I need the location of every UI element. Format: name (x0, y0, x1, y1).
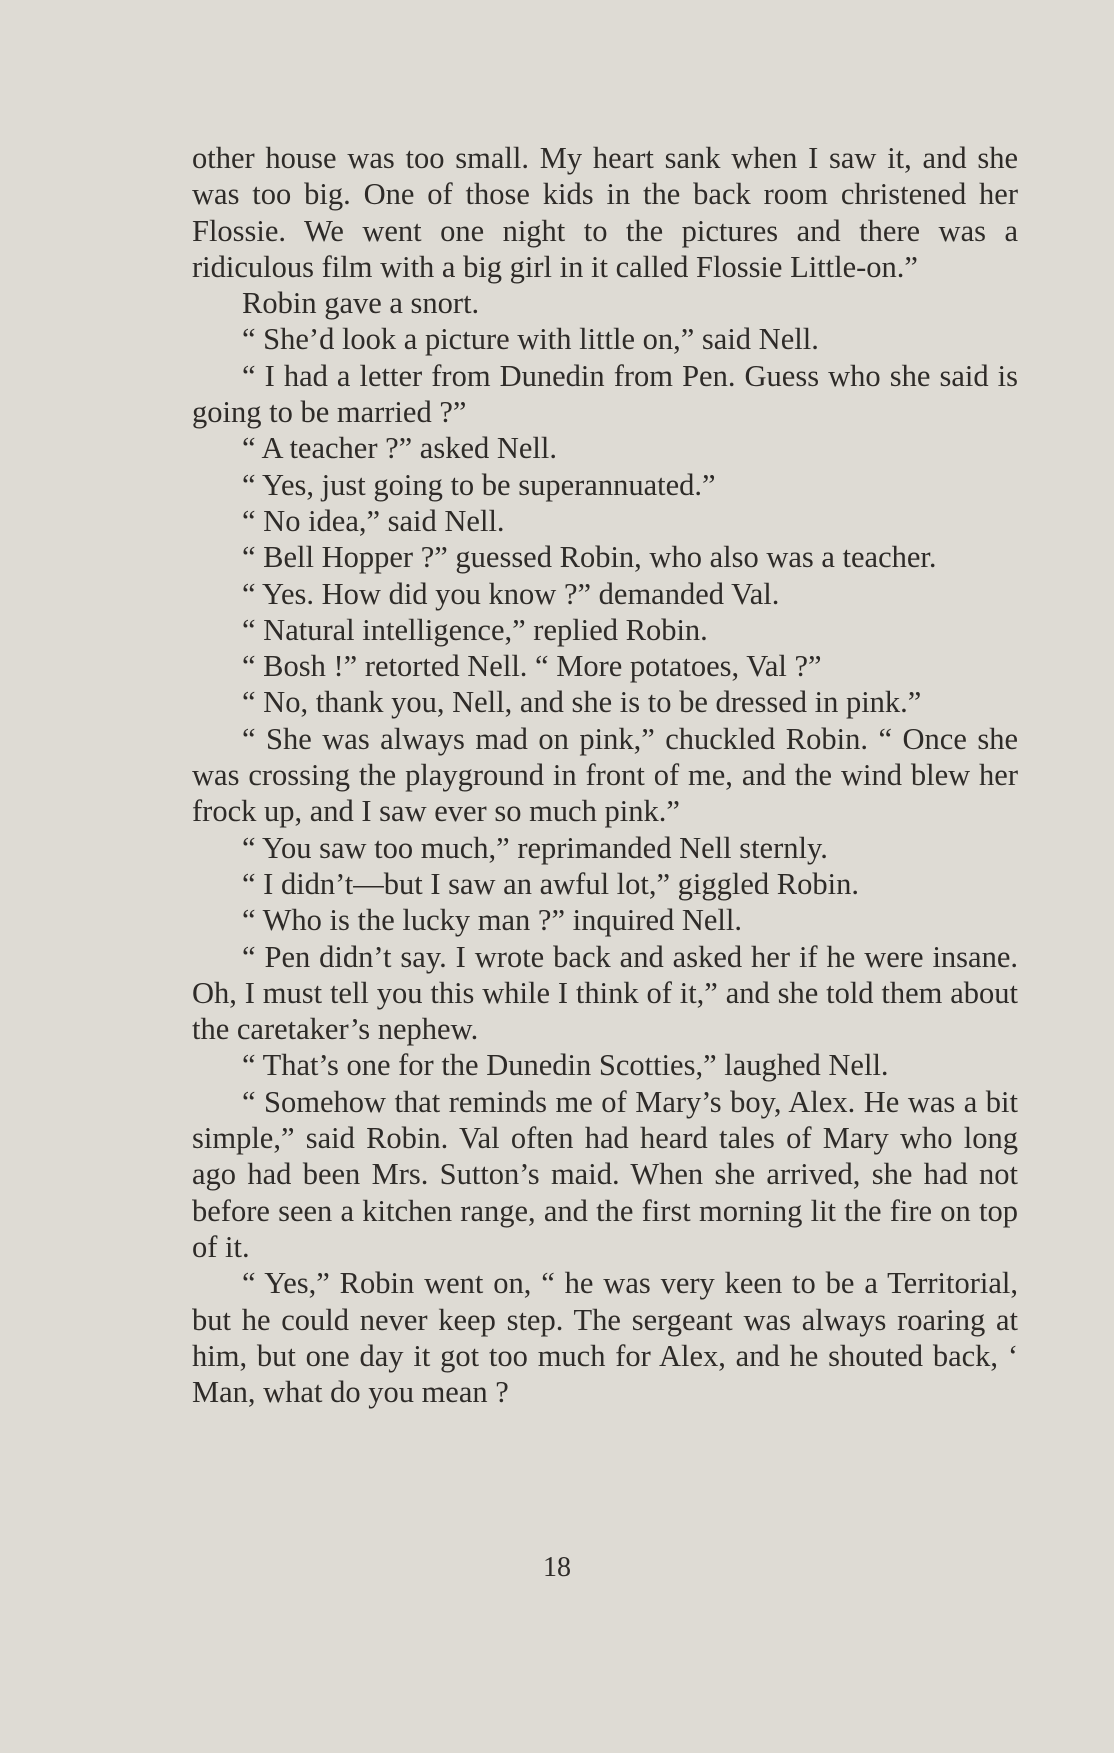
paragraph: “ Natural intelligence,” replied Robin. (242, 612, 708, 647)
paragraph: “ That’s one for the Dunedin Scotties,” laughed Nell. (242, 1048, 889, 1083)
paragraph: “ No, thank you, Nell, and she is to be dressed in pink.” (242, 685, 922, 720)
paragraph: “ Yes,” Robin went on, “ he was very keen to be a Territorial, but he could never keep step. The sergeant was always roaring at him, but one day it got too much for Alex, and he shouted back, ‘ Man, what do you mean ? (192, 1266, 1018, 1410)
body-text (192, 140, 1018, 1410)
paragraph: “ You saw too much,” reprimanded Nell sternly. (242, 830, 828, 865)
paragraph: “ Bell Hopper ?” guessed Robin, who also was a teacher. (242, 540, 937, 575)
paragraph: “ I didn’t—but I saw an awful lot,” giggled Robin. (242, 866, 859, 901)
paragraph: other house was too small. My heart sank when I saw it, and she was too big. One of those kids in the back room christened her Flossie. We went one night to the pictures and there was a ridiculous film with a big girl in it called Flossie Little-on.” (192, 141, 1018, 284)
paragraph: “ Pen didn’t say. I wrote back and asked her if he were insane. Oh, I must tell you this while I think of it,” and she told them about the caretaker’s nephew. (192, 939, 1018, 1047)
paragraph: “ She’d look a picture with little on,” said Nell. (242, 322, 819, 357)
paragraph: “ She was always mad on pink,” chuckled Robin. “ Once she was crossing the playground in front of me, and the wind blew her frock up, and I saw ever so much pink.” (192, 721, 1018, 829)
paragraph: “ Who is the lucky man ?” inquired Nell. (242, 903, 743, 938)
paragraph: “ No idea,” said Nell. (242, 503, 505, 538)
paragraph: “ A teacher ?” asked Nell. (242, 431, 558, 466)
paragraph: “ I had a letter from Dunedin from Pen. Guess who she said is going to be married ?” (192, 358, 1018, 430)
paragraph: Robin gave a snort. (242, 286, 480, 321)
page-number: 18 (543, 1552, 571, 1583)
paragraph: “ Bosh !” retorted Nell. “ More potatoes, Val ?” (242, 649, 822, 684)
paragraph: “ Yes. How did you know ?” demanded Val. (242, 576, 780, 611)
paragraph: “ Yes, just going to be superannuated.” (242, 467, 716, 502)
paragraph: “ Somehow that reminds me of Mary’s boy, Alex. He was a bit simple,” said Robin. Val often had heard tales of Mary who long ago had been Mrs. Sutton’s maid. When she arrived, she had not before seen a kitchen range, and the first morning lit the fire on top of it. (192, 1084, 1018, 1264)
